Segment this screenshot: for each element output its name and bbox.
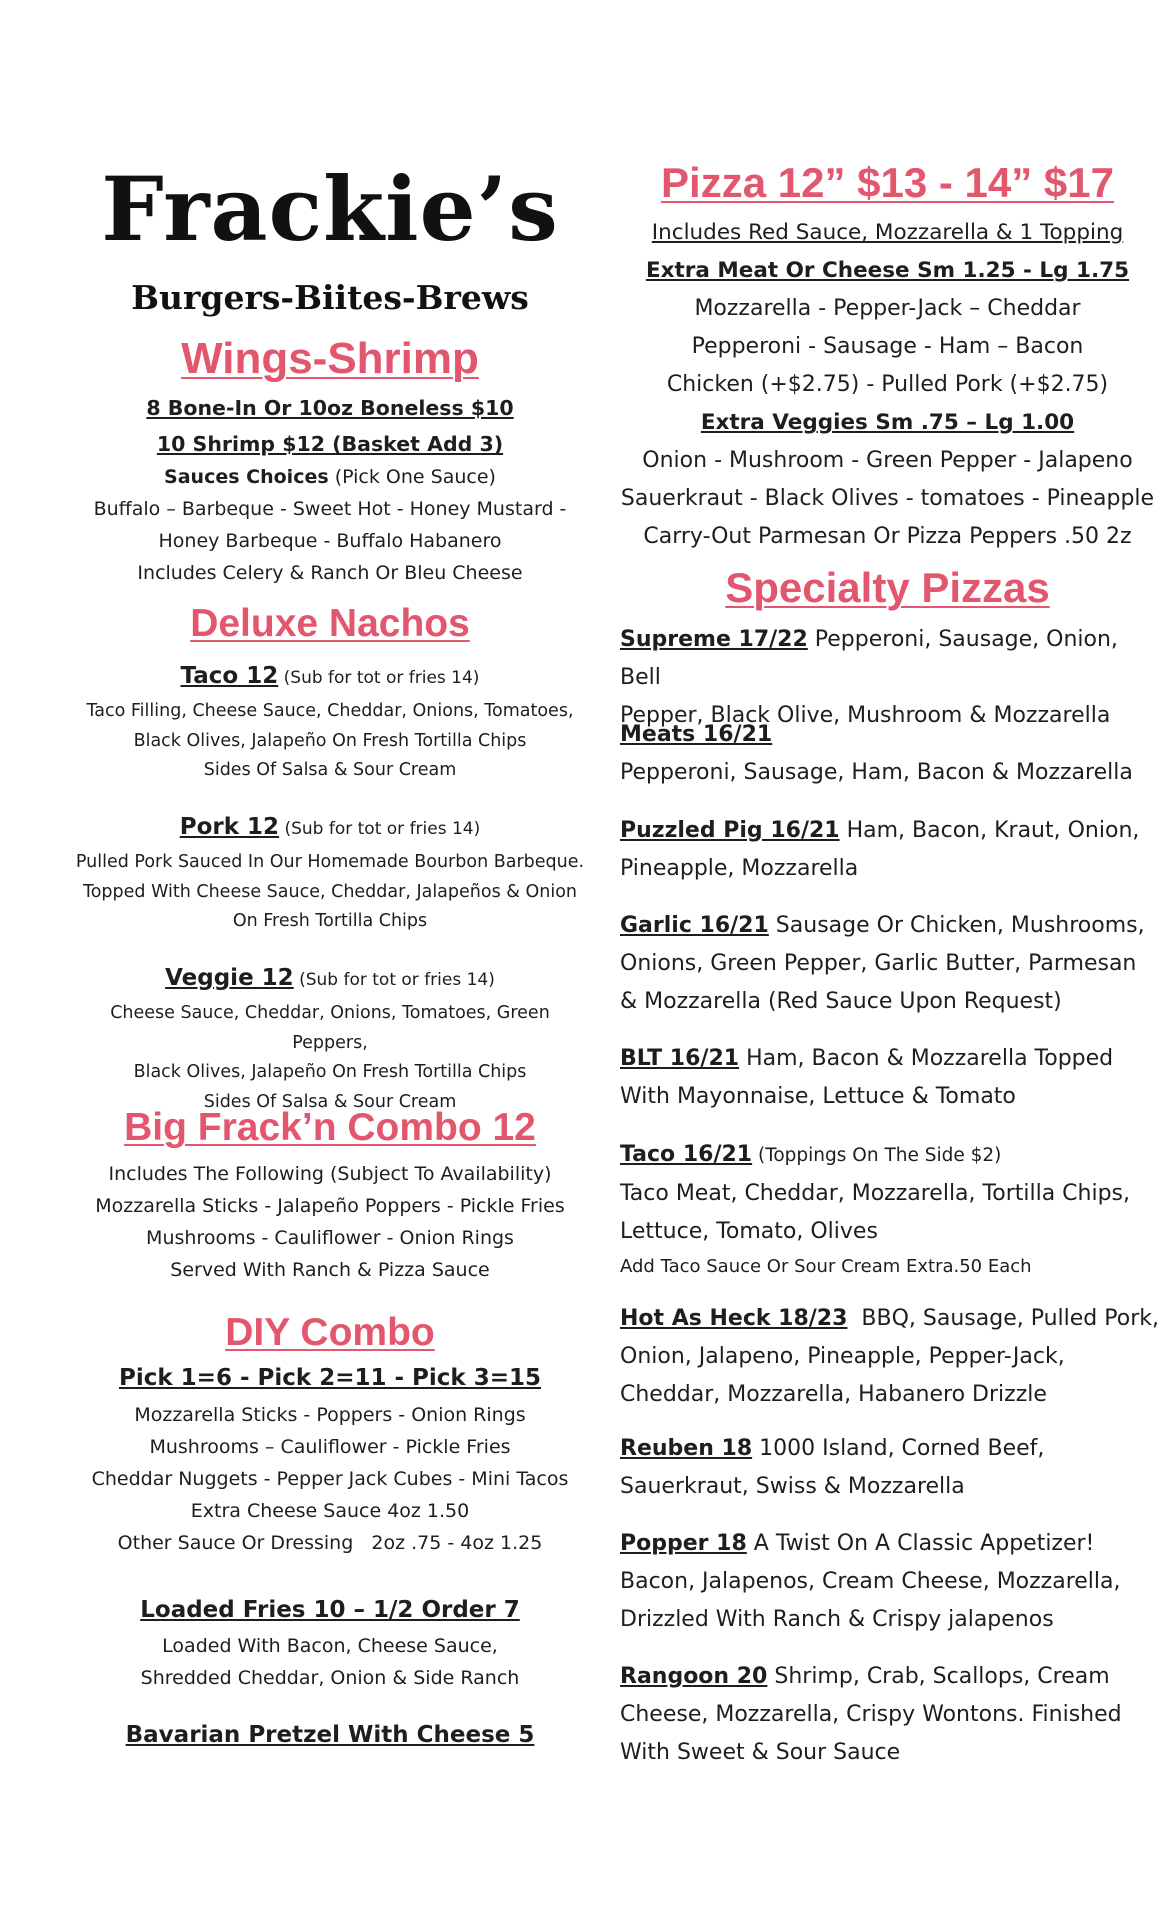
nacho-name: Taco 12 [180,663,279,689]
specialty-item [620,1300,1160,1414]
specialty-section [615,565,1160,611]
diy-line: Mushrooms – Cauliflower - Pickle Fries [149,1435,511,1458]
specialty-name: Supreme 17/22 [620,627,808,652]
specialty-name: Reuben 18 [620,1436,753,1461]
big-combo-title: Big Frack’n Combo 12 [124,1106,536,1149]
specialty-desc: Pineapple, Mozzarella [620,856,859,881]
pizza-veggies: Onion - Mushroom - Green Pepper - Jalapeno [642,448,1133,474]
specialty-item [620,812,1160,888]
pizza-title: Pizza 12” $13 - 14” $17 [661,159,1114,206]
specialty-desc: Lettuce, Tomato, Olives [620,1219,878,1244]
pizza-toppings: Pepperoni - Sausage - Ham – Bacon [691,334,1084,360]
pizza-toppings: Mozzarella - Pepper-Jack – Cheddar [694,296,1081,322]
sauce-list-2: Honey Barbeque - Buffalo Habanero [158,530,502,553]
specialty-desc: (Toppings On The Side $2) [752,1145,1002,1166]
specialty-desc: A Twist On A Classic Appetizer! [746,1531,1095,1556]
specialty-name: Meats 16/21 [620,722,773,747]
big-combo-line: Includes The Following (Subject To Availability) [108,1162,552,1185]
wings-title: Wings-Shrimp [181,334,479,383]
restaurant-name: Frackie’s [101,157,559,261]
diy-pick-pricing: Pick 1=6 - Pick 2=11 - Pick 3=15 [119,1364,541,1391]
big-combo-line: Mushrooms - Cauliflower - Onion Rings [146,1226,514,1249]
sauce-note: (Pick One Sauce) [328,466,496,489]
specialty-name: Garlic 16/21 [620,913,769,938]
nacho-desc: Pulled Pork Sauced In Our Homemade Bourbon Barbeque. [75,852,585,872]
specialty-desc: Bacon, Jalapenos, Cream Cheese, Mozzarella, [620,1569,1121,1594]
specialty-item [620,1430,1160,1506]
specialty-desc: Pepper, Black Olive, Mushroom & Mozzarella [620,703,1111,728]
nacho-note: (Sub for tot or fries 14) [293,970,495,990]
specialty-item [620,1040,1160,1116]
specialty-desc: Shrimp, Crab, Scallops, Cream [767,1664,1110,1689]
specialty-extra: Add Taco Sauce Or Sour Cream Extra.50 Each [620,1256,1032,1277]
wings-includes: Includes Celery & Ranch Or Bleu Cheese [137,562,523,585]
specialty-desc: Pepperoni, Sausage, Ham, Bacon & Mozzarella [620,760,1133,785]
nacho-desc: Sides Of Salsa & Sour Cream [203,760,457,780]
nacho-item [70,959,590,1117]
specialty-desc: Taco Meat, Cheddar, Mozzarella, Tortilla Chips, [620,1181,1131,1206]
nacho-name: Veggie 12 [165,965,294,991]
nacho-name: Pork 12 [179,814,280,840]
specialty-item [620,907,1160,1021]
sauce-label: Sauces Choices [164,466,329,489]
specialty-desc: With Sweet & Sour Sauce [620,1740,901,1765]
specialty-title: Specialty Pizzas [725,564,1050,611]
specialty-desc: Sauerkraut, Swiss & Mozzarella [620,1474,965,1499]
specialty-name: Rangoon 20 [620,1664,768,1689]
nacho-desc: Taco Filling, Cheese Sauce, Cheddar, Onions, Tomatoes, [86,701,574,721]
diy-combo-section [70,1312,590,1559]
specialty-item [620,716,1160,792]
nacho-desc: Cheese Sauce, Cheddar, Onions, Tomatoes, Green Peppers, [110,1003,550,1053]
nacho-desc: Topped With Cheese Sauce, Cheddar, Jalapeños & Onion [83,881,577,902]
big-combo-line: Mozzarella Sticks - Jalapeño Poppers - Pickle Fries [95,1194,565,1217]
nacho-item [70,657,590,786]
nacho-desc: Sides Of Salsa & Sour Cream [203,1091,457,1112]
nacho-desc: Black Olives, Jalapeño On Fresh Tortilla Chips [133,1062,527,1082]
specialty-desc: 1000 Island, Corned Beef, [752,1436,1045,1461]
specialty-desc: Sausage Or Chicken, Mushrooms, [768,913,1145,938]
specialty-desc: Onion, Jalapeno, Pineapple, Pepper-Jack, [620,1344,1065,1369]
nachos-section [70,603,590,646]
loaded-fries-section [70,1590,590,1694]
specialty-name: Popper 18 [620,1531,747,1556]
sauce-list-1: Buffalo – Barbeque - Sweet Hot - Honey Mustard - [93,498,567,521]
pizza-section [615,160,1160,556]
nacho-note: (Sub for tot or fries 14) [278,668,480,688]
specialty-desc: Ham, Bacon, Kraut, Onion, [839,818,1140,843]
specialty-desc: With Mayonnaise, Lettuce & Tomato [620,1084,1016,1109]
specialty-desc: Cheese, Mozzarella, Crispy Wontons. Finished [620,1702,1122,1727]
specialty-item [620,1525,1160,1639]
specialty-desc: BBQ, Sausage, Pulled Pork, [847,1306,1159,1331]
diy-line: Cheddar Nuggets - Pepper Jack Cubes - Mini Tacos [91,1467,569,1490]
wings-line-2: 10 Shrimp $12 (Basket Add 3) [156,432,504,457]
diy-combo-title: DIY Combo [225,1311,435,1354]
nacho-desc: Black Olives, Jalapeño On Fresh Tortilla Chips [133,730,527,751]
specialty-desc: Cheddar, Mozzarella, Habanero Drizzle [620,1382,1047,1407]
specialty-name: Taco 16/21 [620,1142,753,1167]
nacho-note: (Sub for tot or fries 14) [279,819,481,839]
pizza-carry-out: Carry-Out Parmesan Or Pizza Peppers .50 2z [643,524,1132,550]
diy-line: Other Sauce Or Dressing 2oz .75 - 4oz 1.25 [117,1531,543,1554]
nacho-item [70,808,590,937]
specialty-desc: & Mozzarella (Red Sauce Upon Request) [620,989,1062,1014]
specialty-name: Puzzled Pig 16/21 [620,818,840,843]
sauce-choices [70,461,590,493]
pizza-veggies: Sauerkraut - Black Olives - tomatoes - Pineapple [620,486,1155,512]
diy-line: Mozzarella Sticks - Poppers - Onion Rings [134,1403,526,1426]
specialty-desc: Ham, Bacon & Mozzarella Topped [739,1046,1114,1071]
big-combo-section [70,1107,590,1286]
wings-line-1: 8 Bone-In Or 10oz Boneless $10 [146,396,514,421]
big-combo-line: Served With Ranch & Pizza Sauce [170,1258,490,1281]
loaded-fries-line: Shredded Cheddar, Onion & Side Ranch [140,1667,520,1689]
specialty-name: Hot As Heck 18/23 [620,1306,848,1331]
specialty-item [620,1136,1160,1283]
specialty-desc: Pepperoni, Sausage, Onion, Bell [620,627,1118,690]
pretzel-item: Bavarian Pretzel With Cheese 5 [125,1722,535,1748]
loaded-fries-title: Loaded Fries 10 – 1/2 Order 7 [140,1597,520,1623]
pizza-extra-veggies: Extra Veggies Sm .75 – Lg 1.00 [700,410,1075,436]
pizza-includes: Includes Red Sauce, Mozzarella & 1 Topping [651,220,1124,246]
diy-line: Extra Cheese Sauce 4oz 1.50 [190,1499,470,1522]
pizza-extra-meat: Extra Meat Or Cheese Sm 1.25 - Lg 1.75 [645,258,1130,284]
tagline: Burgers-Biites-Brews [131,278,529,317]
specialty-name: BLT 16/21 [620,1046,740,1071]
pizza-toppings: Chicken (+$2.75) - Pulled Pork (+$2.75) [666,372,1109,398]
specialty-desc: Drizzled With Ranch & Crispy jalapenos [620,1607,1054,1632]
nacho-desc: On Fresh Tortilla Chips [232,911,428,931]
wings-section [70,335,590,589]
loaded-fries-line: Loaded With Bacon, Cheese Sauce, [162,1635,498,1657]
specialty-item [620,1658,1160,1772]
specialty-desc: Onions, Green Pepper, Garlic Butter, Parmesan [620,951,1137,976]
pretzel-section [70,1715,590,1755]
nachos-title: Deluxe Nachos [190,602,470,645]
